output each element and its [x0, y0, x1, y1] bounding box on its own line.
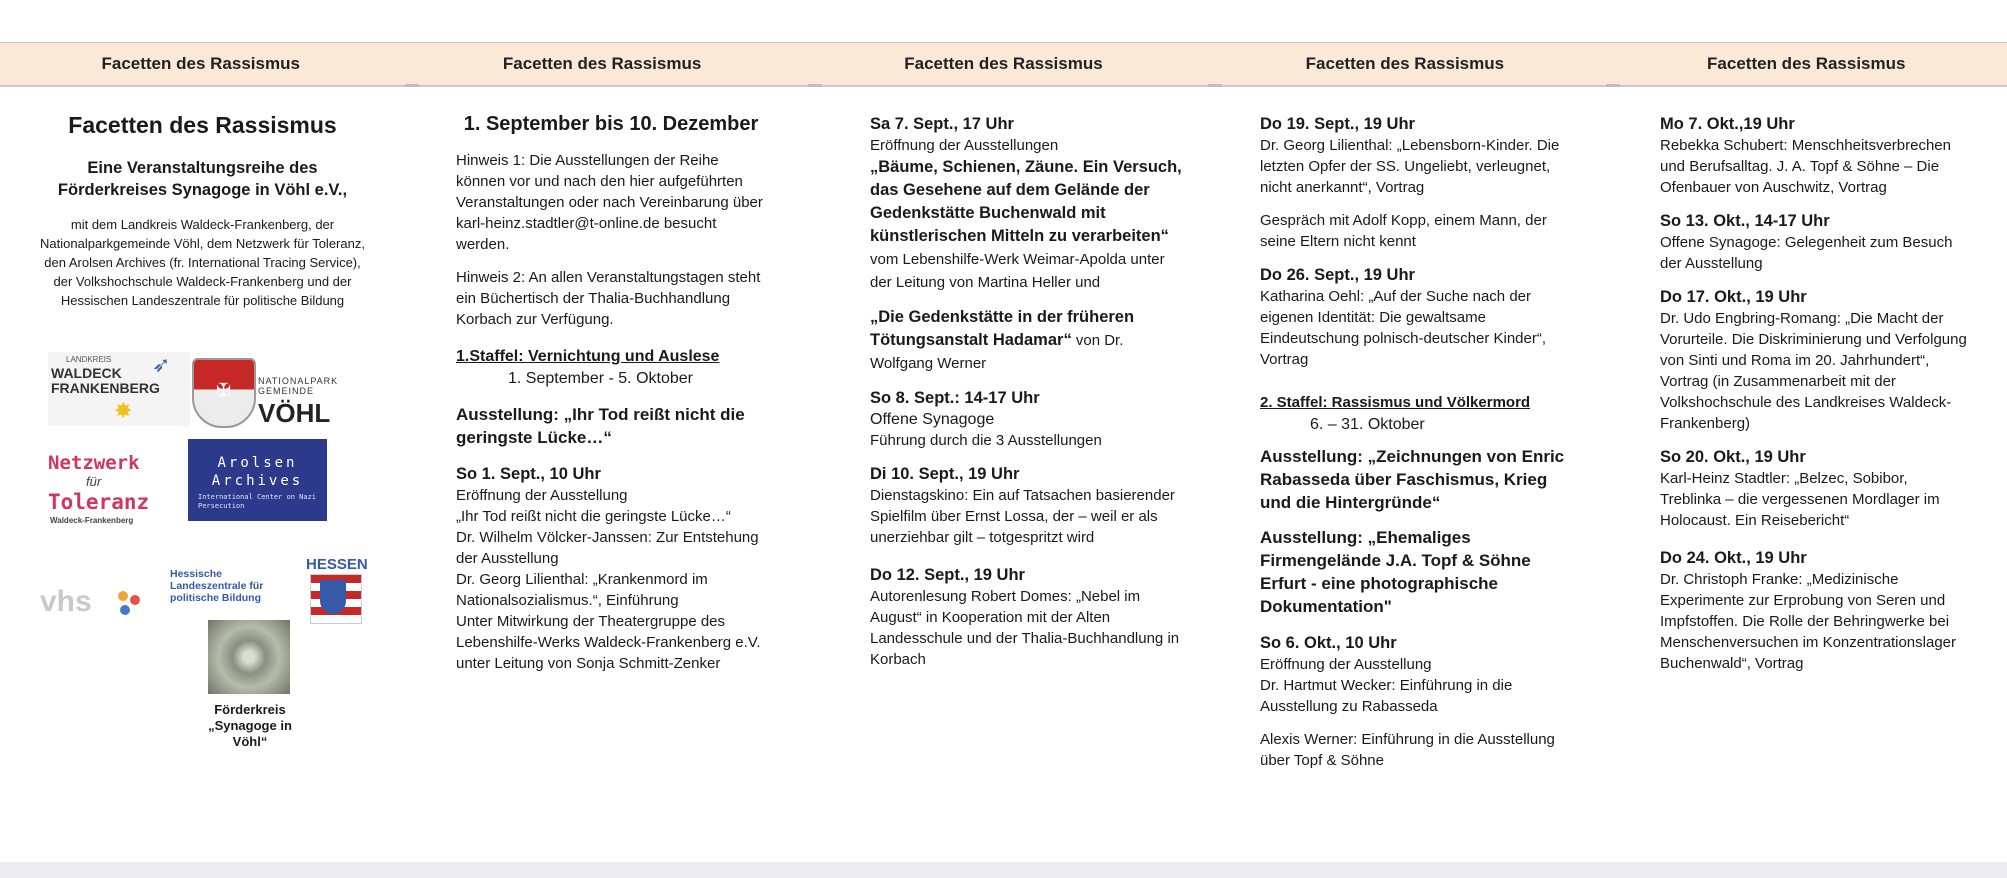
header-cell: Facetten des Rassismus — [502, 54, 702, 73]
event-text: Alexis Werner: Einführung in die Ausstellung über Topf & Söhne — [1260, 731, 1555, 769]
event-date: So 20. Okt., 19 Uhr — [1660, 448, 1806, 466]
event-text: Eröffnung der Ausstellungen — [870, 137, 1059, 154]
logo-text: Archives — [211, 473, 304, 489]
event-text: Offene Synagoge — [870, 411, 995, 428]
logo-text: Netzwerk — [48, 452, 140, 474]
event-date: So 1. Sept., 10 Uhr — [456, 465, 601, 483]
hessen-logo — [306, 556, 368, 624]
logo-text: International Center on Nazi Persecution — [198, 493, 317, 510]
event-text: Führung durch die 3 Ausstellungen — [870, 432, 1102, 449]
exhibition-title: „Bäume, Schienen, Zäune. Ein Versuch, das Gesehene auf dem Gelände der Gedenkstätte Buchenwald mit künstlerischen Mitteln zu verarbeiten“ — [870, 158, 1182, 245]
event-text: Dr. Wilhelm Völcker-Janssen: Zur Entstehung der Ausstellung — [456, 529, 759, 567]
hlz-logo — [170, 568, 282, 604]
period-title: 1. September bis 10. Dezember — [463, 113, 759, 135]
column-intro — [40, 108, 365, 310]
hint-2: Hinweis 2: An allen Veranstaltungstagen steht ein Büchertisch der Thalia-Buchhandlung Korbach zur Verfügung. — [456, 269, 761, 328]
logo-text: NATIONALPARK — [258, 376, 339, 386]
column-program-2 — [870, 108, 1182, 670]
foerderkreis-caption: Förderkreis „Synagoge in Vöhl“ — [208, 702, 292, 749]
netzwerk-toleranz-logo — [48, 452, 160, 530]
staffel-heading: 1.Staffel: Vernichtung und Auslese — [456, 348, 720, 365]
fold-mark — [808, 84, 822, 87]
event-date: Do 17. Okt., 19 Uhr — [1660, 288, 1807, 306]
vhs-logo — [40, 585, 148, 621]
fold-mark — [405, 84, 419, 87]
event-date: So 8. Sept.: 14-17 Uhr — [870, 389, 1040, 407]
event-text: Katharina Oehl: „Auf der Suche nach der eigenen Identität: Die gewaltsame Eindeutschung polnisch-deutscher Kinder“, Vortrag — [1260, 288, 1547, 368]
logo-text: WALDECK FRANKENBERG — [51, 365, 160, 396]
logo-text: LANDKREIS — [66, 355, 112, 364]
event-date: So 6. Okt., 10 Uhr — [1260, 634, 1397, 652]
event-text: Dr. Hartmut Wecker: Einführung in die Ausstellung zu Rabasseda — [1260, 677, 1513, 715]
header-cell: Facetten des Rassismus — [101, 54, 300, 73]
event-text: vom Lebenshilfe-Werk Weimar-Apolda unter der Leitung von Martina Heller und — [870, 251, 1165, 291]
fold-mark — [1606, 84, 1620, 87]
event-text: Dienstagskino: Ein auf Tatsachen basierender Spielfilm über Ernst Lossa, der – weil er als unerziehbar gilt – totgespritzt wird — [870, 487, 1175, 546]
event-date: Do 12. Sept., 19 Uhr — [870, 566, 1025, 584]
event-text: „Ihr Tod reißt nicht die geringste Lücke…“ — [456, 508, 731, 525]
flyer-subtitle: Eine Veranstaltungsreihe des Förderkreises Synagoge in Vöhl e.V., — [57, 159, 348, 199]
exhibition-title: Ausstellung: „Ihr Tod reißt nicht die geringste Lücke…“ — [456, 405, 745, 447]
column-program-1 — [456, 108, 766, 674]
event-date: Sa 7. Sept., 17 Uhr — [870, 115, 1014, 133]
header-strip — [0, 42, 2007, 87]
fold-mark — [1208, 84, 1222, 87]
hint-1: Hinweis 1: Die Ausstellungen der Reihe können vor und nach den hier aufgeführten Veranstaltungen oder nach Vereinbarung über karl-heinz.stadtler@t-online.de besucht werden. — [456, 152, 763, 253]
event-text — [870, 306, 1182, 375]
coat-of-arms-icon: ✠ — [192, 358, 256, 428]
bottom-strip — [0, 862, 2007, 878]
event-text — [870, 156, 1182, 294]
event-date: Do 26. Sept., 19 Uhr — [1260, 266, 1415, 284]
logo-text: Waldeck-Frankenberg — [50, 516, 134, 525]
synagogue-ceiling-photo — [208, 620, 290, 694]
eagle-icon: ➶ — [152, 352, 171, 377]
dot-icon — [130, 595, 140, 605]
exhibition-title: Ausstellung: „Ehemaliges Firmengelände J.A. Topf & Söhne Erfurt - eine photographische Dokumentation" — [1260, 528, 1531, 616]
nationalpark-voehl-logo — [192, 354, 339, 428]
event-text: Rebekka Schubert: Menschheitsverbrechen und Berufsalltag. J. A. Topf & Söhne – Die Ofenbauer von Auschwitz, Vortrag — [1660, 137, 1951, 196]
header-cell: Facetten des Rassismus — [1707, 54, 1906, 73]
event-date: So 13. Okt., 14-17 Uhr — [1660, 212, 1830, 230]
event-text: Dr. Udo Engbring-Romang: „Die Macht der Vorurteile. Die Diskriminierung und Verfolgung von Sinti und Roma im 20. Jahrhundert“, Vortrag (in Zusammenarbeit mit der Volkshochschule des Landkreises Waldeck-Frankenberg) — [1660, 310, 1967, 432]
event-date: Di 10. Sept., 19 Uhr — [870, 465, 1020, 483]
exhibition-title: Ausstellung: „Zeichnungen von Enric Rabasseda über Faschismus, Krieg und die Hintergründe“ — [1260, 447, 1565, 512]
event-text: von Dr. Wolfgang Werner — [870, 332, 1124, 372]
event-text: Karl-Heinz Stadtler: „Belzec, Sobibor, Treblinka – die vergessenen Mordlager im Holocaust. Ein Reisebericht“ — [1660, 470, 1940, 529]
flyer-title: Facetten des Rassismus — [68, 112, 337, 138]
event-text: Autorenlesung Robert Domes: „Nebel im August“ in Kooperation mit der Alten Landesschule und der Thalia-Buchhandlung in Korbach — [870, 588, 1180, 668]
logo-text: GEMEINDE — [258, 386, 315, 396]
logo-text: vhs — [40, 585, 92, 618]
lion-shield-icon — [320, 580, 346, 614]
event-text: Unter Mitwirkung der Theatergruppe des Lebenshilfe-Werks Waldeck-Frankenberg e.V. unter Leitung von Sonja Schmitt-Zenker — [456, 613, 761, 672]
staffel-heading: 2. Staffel: Rassismus und Völkermord — [1260, 394, 1531, 411]
sun-icon: ✸ — [114, 398, 133, 423]
partners-text: mit dem Landkreis Waldeck-Frankenberg, der Nationalparkgemeinde Vöhl, dem Netzwerk für Toleranz, den Arolsen Archives (fr. International Tracing Service), der Volkshochschule Waldeck-Frankenberg und der Hessischen Landeszentrale für politische Bildung — [40, 217, 365, 308]
event-text: Eröffnung der Ausstellung — [1260, 656, 1432, 673]
column-program-3 — [1260, 108, 1572, 771]
header-cell: Facetten des Rassismus — [904, 54, 1103, 73]
logo-text: Arolsen — [217, 455, 298, 471]
dot-icon — [118, 591, 128, 601]
event-date: Mo 7. Okt.,19 Uhr — [1660, 115, 1795, 133]
event-date: Do 24. Okt., 19 Uhr — [1660, 549, 1807, 567]
event-text: Gespräch mit Adolf Kopp, einem Mann, der seine Eltern nicht kennt — [1260, 212, 1547, 250]
arolsen-archives-logo — [188, 439, 327, 521]
event-date: Do 19. Sept., 19 Uhr — [1260, 115, 1415, 133]
logo-text: Hessische Landeszentrale für politische Bildung — [170, 568, 264, 604]
event-text: Offene Synagoge: Gelegenheit zum Besuch der Ausstellung — [1660, 234, 1953, 272]
event-text: Eröffnung der Ausstellung — [456, 487, 628, 504]
logo-text: HESSEN — [306, 556, 368, 573]
header-cell: Facetten des Rassismus — [1305, 54, 1505, 73]
landkreis-logo — [48, 352, 190, 426]
logo-text: VÖHL — [258, 398, 331, 428]
event-text: Dr. Christoph Franke: „Medizinische Experimente zur Erprobung von Seren und Impfstoffen. Die Rolle der Behringwerke bei Menschenversuchen im Konzentrationslager Buchenwald“, Vortrag — [1660, 571, 1956, 672]
logo-text: Toleranz — [48, 490, 150, 514]
staffel-range: 6. – 31. Oktober — [1310, 416, 1425, 433]
column-program-4 — [1660, 108, 1970, 674]
event-text: Dr. Georg Lilienthal: „Krankenmord im Nationalsozialismus.“, Einführung — [456, 571, 708, 609]
staffel-range: 1. September - 5. Oktober — [508, 370, 693, 387]
dot-icon — [120, 605, 130, 615]
event-text: Dr. Georg Lilienthal: „Lebensborn-Kinder. Die letzten Opfer der SS. Ungeliebt, verleugnet, nicht anerkannt“, Vortrag — [1260, 137, 1560, 196]
exhibition-title: „Die Gedenkstätte in der früheren Tötungsanstalt Hadamar“ — [870, 308, 1135, 349]
logo-text: für — [86, 474, 102, 489]
